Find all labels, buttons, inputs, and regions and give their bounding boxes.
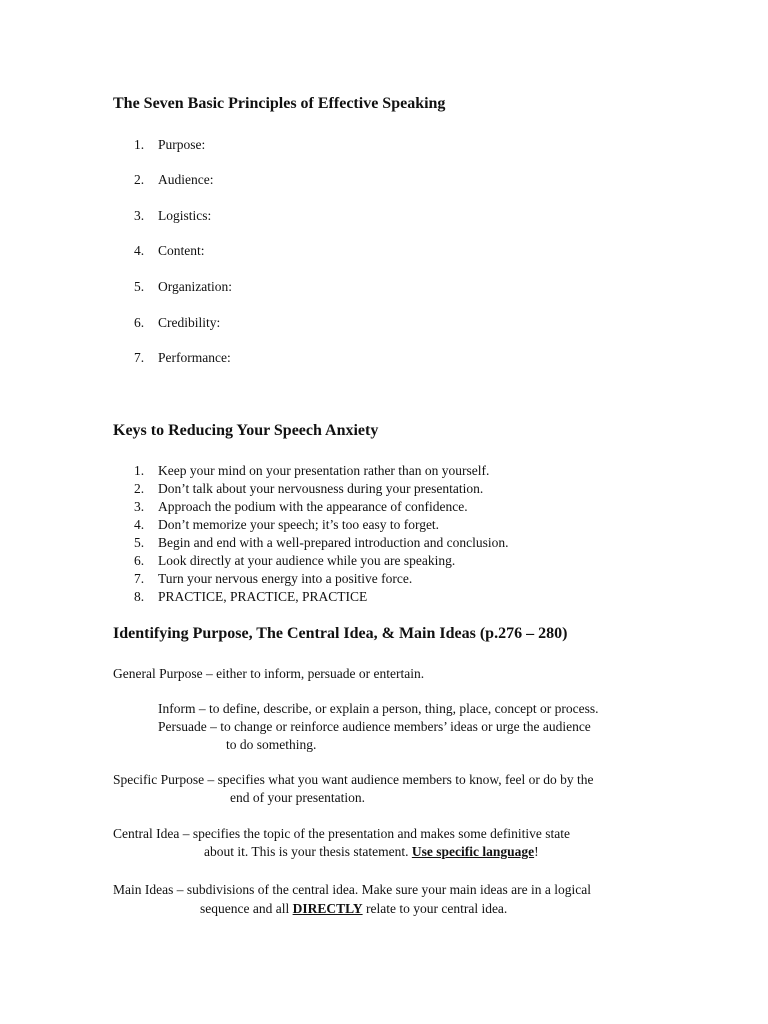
- main-ideas-text-cont: sequence and all DIRECTLY relate to your central idea.: [200, 901, 508, 916]
- document-page: The Seven Basic Principles of Effective Speaking 1. Purpose: 2. Audience: 3. Logistics: 4. Content: 5. Organization: 6. Credibility: 7. Performance: Keys to Reducing Your Speech Anxiety 1. Keep your mind on your presentation rather than on yourself. 2. Don’t talk about your nervousness during your presentation. 3. Approach the podium with the appearance of confidence. 4. Don’t memorize your speech; it’s too easy to forget. 5. Begin and end with a well-prepared introduction and conclusion. 6. Look directly at your audience while you are speaking. 7. Turn your nervous energy into a positive force. 8. PRACTICE, PRACTICE, PRACTICE Identifying Purpose, The Central Idea, & Main Ideas (p.276 – 280) General Purpose – either to inform, persuade or entertain. Inform – to define, describe, or explain a person, thing, place, concept or process. Persuade – to change or reinforce audience members’ ideas or urge the audience to do something. Specific Purpose – specifies what you want audience members to know, feel or do by the end of your presentation. Central Idea – specifies the topic of the presentation and makes some definitive state about it. This is your thesis statement. Use specific language! Main Ideas – subdivisions of the central idea. Make sure your main ideas are in a logical sequence and all DIRECTLY relate to your central idea.: [113, 95, 599, 916]
- general-purpose-text: General Purpose – either to inform, persuade or entertain.: [113, 666, 425, 681]
- persuade-text: Persuade – to change or reinforce audience members’ ideas or urge the audience: [158, 719, 591, 734]
- directly-emphasis: DIRECTLY: [292, 901, 363, 916]
- central-idea-text-cont: about it. This is your thesis statement. Use specific language!: [204, 844, 539, 859]
- inform-text: Inform – to define, describe, or explain a person, thing, place, concept or process.: [158, 701, 599, 716]
- main-ideas-text: Main Ideas – subdivisions of the central idea. Make sure your main ideas are in a logical: [113, 882, 591, 897]
- central-idea-text: Central Idea – specifies the topic of the presentation and makes some definitive state: [113, 826, 570, 841]
- specific-language-emphasis: Use specific language: [411, 844, 535, 859]
- anxiety-heading: Keys to Reducing Your Speech Anxiety: [113, 422, 379, 439]
- purpose-heading: Identifying Purpose, The Central Idea, & Main Ideas (p.276 – 280): [113, 625, 568, 642]
- persuade-text-cont: to do something.: [226, 737, 317, 752]
- specific-purpose-text: Specific Purpose – specifies what you want audience members to know, feel or do by the: [113, 772, 594, 787]
- specific-purpose-text-cont: end of your presentation.: [230, 790, 365, 805]
- principles-heading: The Seven Basic Principles of Effective Speaking: [113, 95, 446, 112]
